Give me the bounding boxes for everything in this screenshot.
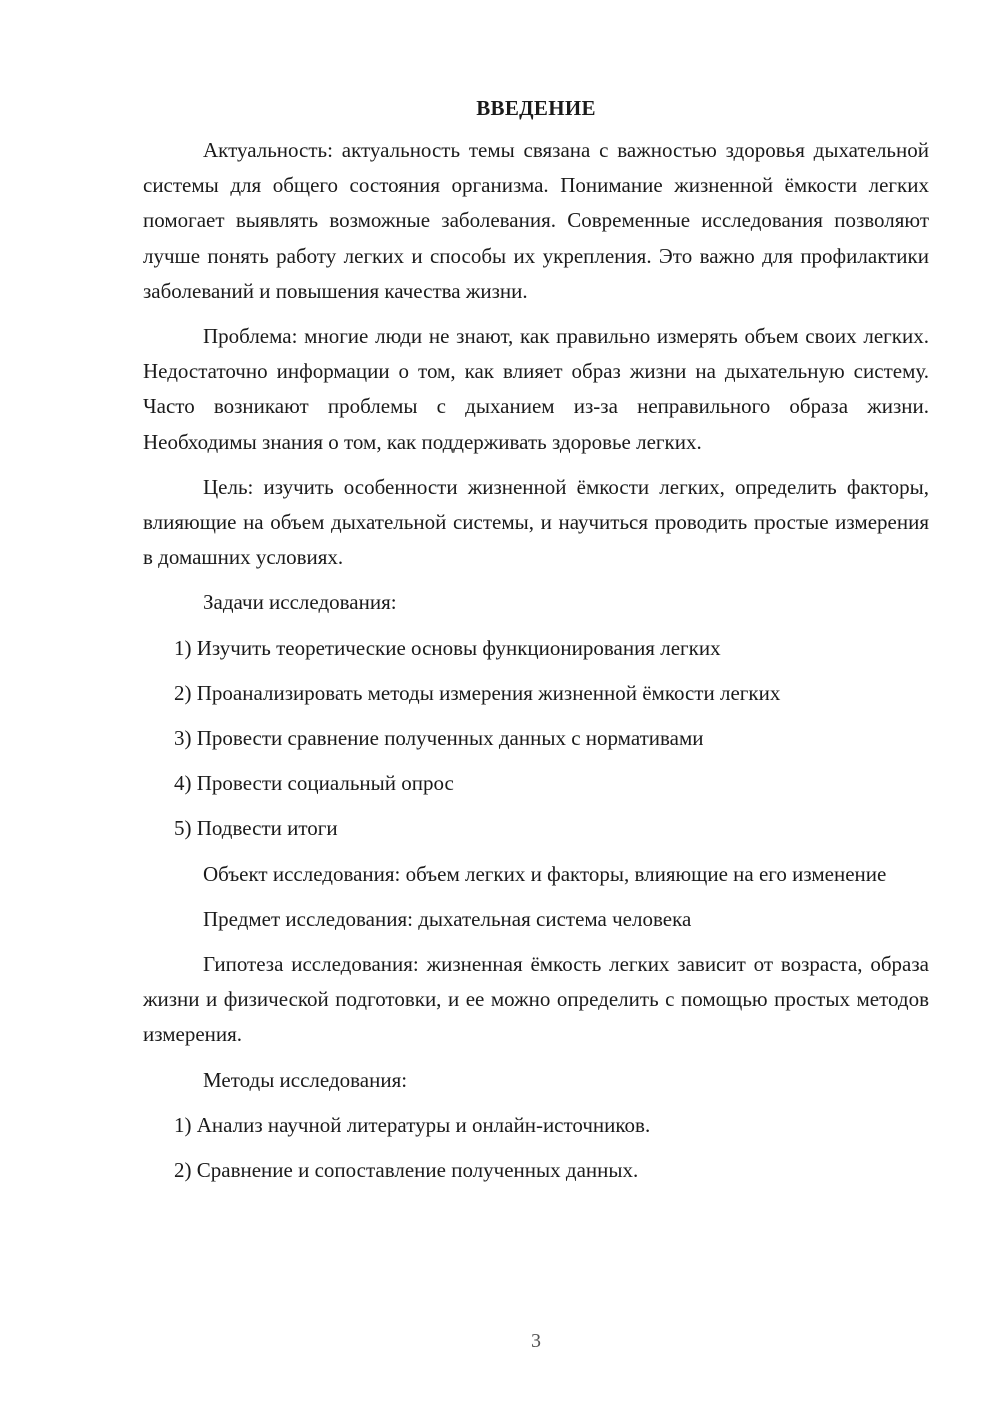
list-item: 2) Проанализировать методы измерения жизненной ёмкости легких xyxy=(174,680,781,705)
page-title: ВВЕДЕНИЕ xyxy=(476,96,596,120)
list-item: 2) Сравнение и сопоставление полученных данных. xyxy=(174,1158,639,1183)
list-item: 3) Провести сравнение полученных данных с нормативами xyxy=(174,726,704,751)
list-item: 4) Провести социальный опрос xyxy=(174,771,454,796)
paragraph-object: Объект исследования: объем легких и факторы, влияющие на его изменение xyxy=(203,861,887,886)
list-item: 5) Подвести итоги xyxy=(174,816,338,841)
paragraph-problem: Проблема: многие люди не знают, как правильно измерять объем своих легких. Недостаточно информации о том, как влияет образ жизни на дыхательную систему. Часто возникают проблемы с дыханием из-за неправильного образа жизни. Необходимы знания о том, как поддерживать здоровье легких. xyxy=(143,324,929,454)
paragraph-goal: Цель: изучить особенности жизненной ёмкости легких, определить факторы, влияющие на объем дыхательной системы, и научиться проводить простые измерения в домашних условиях. xyxy=(143,474,929,570)
document-body xyxy=(143,93,929,1198)
list-item: 1) Анализ научной литературы и онлайн-источников. xyxy=(174,1112,651,1137)
tasks-list xyxy=(143,631,929,847)
paragraph-subject: Предмет исследования: дыхательная система человека xyxy=(203,906,692,931)
tasks-heading: Задачи исследования: xyxy=(203,590,397,615)
paragraph-hypothesis: Гипотеза исследования: жизненная ёмкость легких зависит от возраста, образа жизни и физической подготовки, и ее можно определить с помощью простых методов измерения. xyxy=(143,952,929,1047)
paragraph-relevance: Актуальность: актуальность темы связана с важностью здоровья дыхательной системы для общего состояния организма. Понимание жизненной ёмкости легких помогает выявлять возможные заболевания. Современные исследования позволяют лучше понять работу легких и способы их укрепления. Это важно для профилактики заболеваний и повышения качества жизни. xyxy=(143,138,929,303)
page-number: 3 xyxy=(531,1330,541,1352)
list-item: 1) Изучить теоретические основы функционирования легких xyxy=(174,635,721,660)
methods-list xyxy=(143,1108,929,1188)
methods-heading: Методы исследования: xyxy=(203,1067,408,1092)
